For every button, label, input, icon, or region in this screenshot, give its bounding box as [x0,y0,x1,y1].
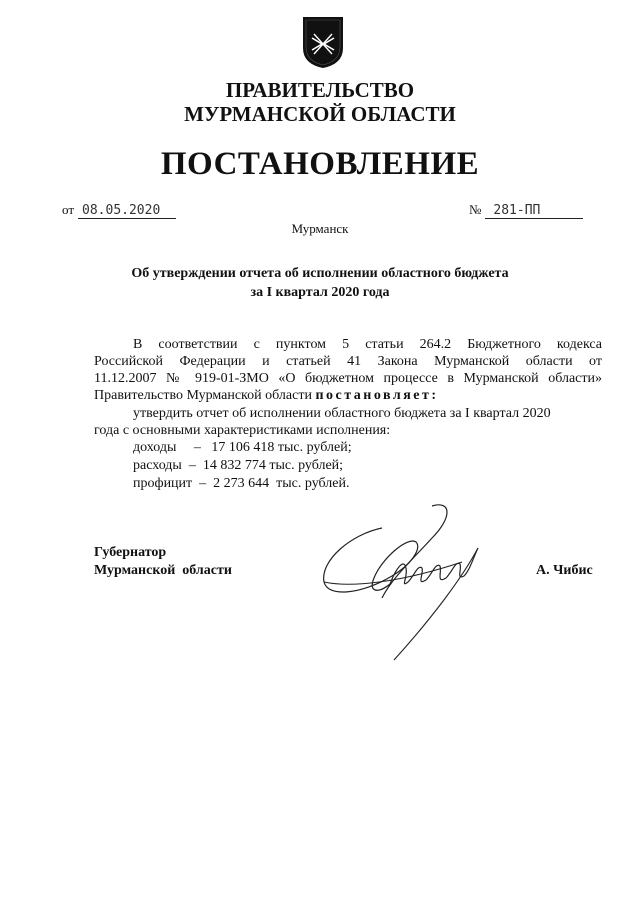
body-resolves-verb: постановляет: [315,388,439,403]
city-name: Мурманск [291,221,349,236]
surplus-line: профицит – 2 273 644 тыс. рублей. [133,476,350,491]
body-p2-line2: года с основными характеристиками исполнения: [94,423,391,438]
document-number: 281-ПП [485,203,583,219]
body-p1-line1: В соответствии с пунктом 5 статьи 264.2 Бюджетного кодекса [133,337,602,352]
signatory-position-line2: Мурманской области [94,563,232,578]
date-line [62,201,176,219]
number-line [469,201,583,219]
income-line: доходы – 17 106 418 тыс. рублей; [133,440,352,455]
body-p1-line2: Российской Федерации и статьей 41 Закона Мурманской области от [94,354,602,369]
body-p1-line4 [94,387,602,404]
handwritten-signature [312,498,502,668]
body-p1-line4-text: Правительство Мурманской области [94,388,312,403]
body-p2-line1: утвердить отчет об исполнении областного бюджета за I квартал 2020 [133,406,551,421]
date-prefix: от [62,202,75,217]
signatory-name: А. Чибис [536,563,593,578]
organization-name-line2: МУРМАНСКОЙ ОБЛАСТИ [184,102,456,126]
signatory-position-line1: Губернатор [94,545,167,560]
number-prefix: № [469,202,482,217]
document-title-line2: за I квартал 2020 года [250,285,390,300]
organization-name-line1: ПРАВИТЕЛЬСТВО [225,78,415,102]
document-type-heading: ПОСТАНОВЛЕНИЕ [160,146,480,182]
document-date: 08.05.2020 [78,203,176,219]
body-p1-line3: 11.12.2007 № 919-01-ЗМО «О бюджетном процессе в Мурманской области» [94,371,602,386]
document-title-line1: Об утверждении отчета об исполнении областного бюджета [131,266,509,281]
coat-of-arms-emblem [300,14,346,70]
expenses-line: расходы – 14 832 774 тыс. рублей; [133,458,344,473]
